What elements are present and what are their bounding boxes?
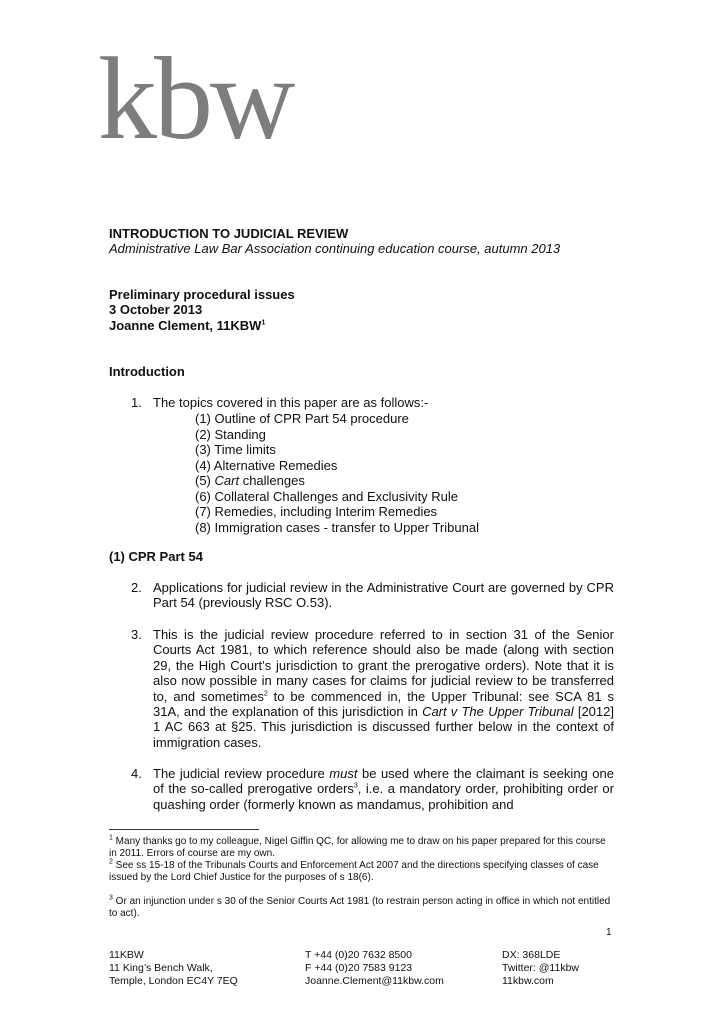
topics-lead: The topics covered in this paper are as follows:- [153,395,429,410]
footnote-3: $^3$ Or an injunction under s 30 of the Senior Courts Act 1981 (to restrain person acting in office in which not entitled to act). [109,894,611,919]
footnote-1: $^1$ Many thanks go to my colleague, Nigel Giffin QC, for allowing me to draw on his paper prepared for this course in 2011. Errors of course are my own. [109,834,606,859]
author-name: Joanne Clement, 11KBW [109,318,262,333]
paragraph-3: This is the judicial review procedure referred to in section 31 of the Senior Courts Act 1981, to which reference should also be made (along with section 29, the High Court’s jurisdiction to grant the prerogative orders). Note that it is also now possible in many cases for claims for judicial review to be transferred to, and sometimes$^2$ to be commenced in, the Upper Tribunal: see SCA 81 s 31A, and the explanation of this jurisdiction in Cart v The Upper Tribunal [2012] 1 AC 663 at §25. This jurisdiction is discussed further below in the context of immigration cases. [153,627,615,750]
document-subtitle: Administrative Law Bar Association continuing education course, autumn 2013 [109,241,561,256]
paragraph-2: Applications for judicial review in the Administrative Court are governed by CPR Part 54 (previously RSC O.53). [153,580,614,611]
paragraph-4: The judicial review procedure must be used where the claimant is seeking one of the so-called prerogative orders$^3$, i.e. a mandatory order, prohibiting order or quashing order (formerly known as mandamus, prohibition and [153,766,614,812]
document-title: INTRODUCTION TO JUDICIAL REVIEW [109,226,349,241]
footnote-2: $^2$ See ss 15-18 of the Tribunals Courts and Enforcement Act 2007 and the directions specifying classes of case issued by the Lord Chief Justice for the purposes of s 18(6). [109,858,599,883]
para-number-1: 1. [131,395,142,410]
topics-list [195,411,479,535]
page-number: 1 [606,927,612,938]
footer-contact: T +44 (0)20 7632 8500 F +44 (0)20 7583 9123 Joanne.Clement@11kbw.com [305,949,444,987]
section-heading-cpr: (1) CPR Part 54 [109,549,203,564]
para-number-3: 3. [131,627,142,642]
topic-item: (4) Alternative Remedies [195,457,338,473]
para-number-4: 4. [131,766,142,781]
topic-item: (1) Outline of CPR Part 54 procedure [195,411,409,426]
topic-item: (2) Standing [195,426,266,442]
session-date: 3 October 2013 [109,302,203,317]
topic-item: (8) Immigration cases - transfer to Upper Tribunal [195,519,479,535]
footer-address: 11KBW 11 King’s Bench Walk, Temple, London EC4Y 7EQ [109,949,238,987]
para-number-2: 2. [131,580,142,595]
footnote-ref-1: 1 [261,319,266,327]
intro-heading: Introduction [109,364,185,379]
footnote-ref-3: 3 [353,783,358,791]
topic-item: (5) Cart challenges [195,473,305,488]
topic-item: (3) Time limits [195,442,276,457]
kbw-logo: kbw [98,33,293,164]
topic-item: (7) Remedies, including Interim Remedies [195,504,438,519]
session-title: Preliminary procedural issues [109,287,295,302]
footer-links: DX: 368LDE Twitter: @11kbw 11kbw.com [502,949,579,987]
topic-item: (6) Collateral Challenges and Exclusivity Rule [195,488,459,504]
footnote-separator [109,829,259,830]
footnote-ref-2: 2 [263,690,268,698]
author-line [109,318,265,333]
